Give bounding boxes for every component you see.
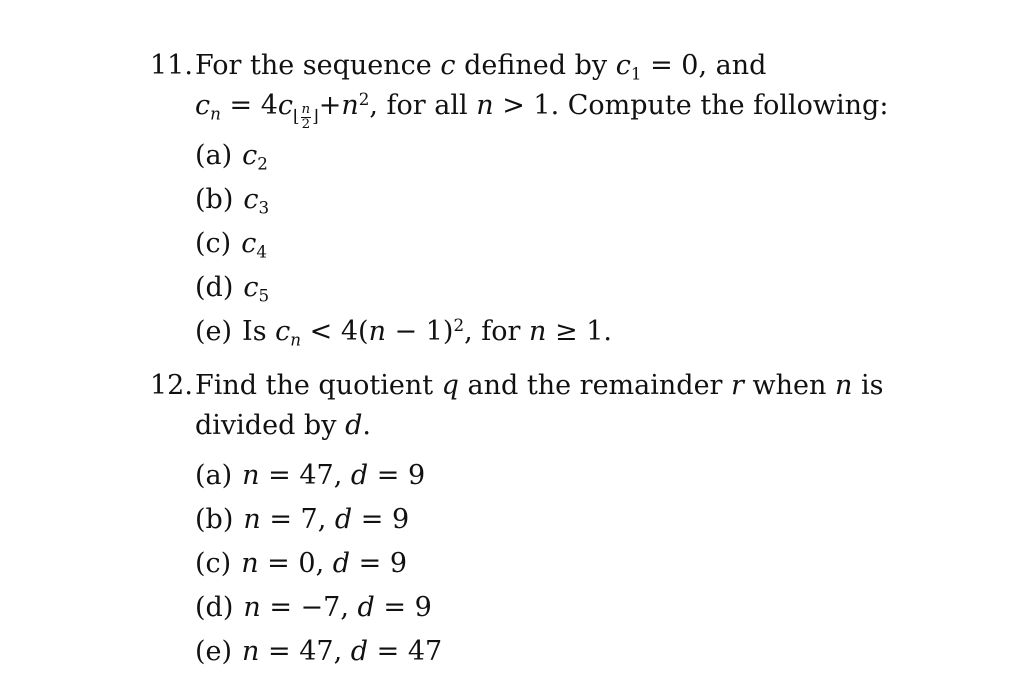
floor-bracket-right: ⌋	[312, 105, 319, 126]
math-subscript: 4	[256, 241, 267, 262]
math-var: d	[332, 548, 351, 579]
part-label: (c)	[195, 228, 232, 259]
fraction-numerator: n	[301, 102, 311, 118]
part-label: (a)	[195, 460, 233, 491]
part-label: (b)	[195, 184, 234, 215]
math-expression: =	[368, 636, 408, 667]
math-superscript: 2	[358, 88, 370, 109]
problem-12-line-1	[150, 366, 884, 406]
math-var: n	[243, 592, 261, 623]
math-var: d	[357, 592, 375, 623]
list-item	[195, 310, 870, 354]
math-value: 47	[299, 460, 334, 491]
math-var: n	[243, 504, 261, 535]
math-var: n	[341, 90, 359, 121]
problem-11	[150, 46, 889, 354]
list-item	[195, 454, 870, 498]
problem-text: .	[362, 410, 371, 441]
math-expression: =	[260, 504, 301, 535]
problem-number: 12.	[150, 370, 193, 401]
problem-text: , for	[464, 316, 530, 347]
problem-text: when	[743, 370, 836, 401]
list-item	[195, 630, 870, 674]
math-expression: ,	[340, 592, 358, 623]
math-var: n	[835, 370, 853, 401]
math-value: −7	[300, 592, 341, 623]
math-var: c	[243, 272, 259, 303]
math-value: 47	[407, 636, 443, 667]
math-value: 47	[299, 636, 334, 667]
math-expression: − 1)	[385, 316, 454, 347]
math-expression: =	[350, 548, 390, 579]
math-var: c	[242, 140, 258, 171]
math-var: n	[529, 316, 547, 347]
math-expression: =	[258, 548, 299, 579]
floor-bracket-left: ⌊	[293, 105, 300, 126]
list-item	[195, 586, 870, 630]
math-var: c	[195, 90, 211, 121]
math-var: n	[368, 316, 386, 347]
problem-text: Is	[242, 316, 276, 347]
math-var: d	[334, 504, 353, 535]
part-label: (d)	[195, 272, 234, 303]
math-expression: ,	[333, 636, 351, 667]
fraction	[301, 103, 312, 131]
math-expression: ,	[315, 548, 333, 579]
floor-subscript	[293, 103, 319, 131]
math-superscript: 2	[453, 314, 465, 335]
math-expression: =	[352, 504, 392, 535]
math-var: n	[241, 548, 259, 579]
math-var: c	[241, 228, 257, 259]
problem-number: 11.	[150, 50, 193, 81]
math-value: 7	[300, 504, 318, 535]
list-item	[195, 222, 870, 266]
part-label: (c)	[195, 548, 232, 579]
math-var: n	[476, 90, 494, 121]
part-label: (d)	[195, 592, 234, 623]
math-value: 9	[389, 548, 408, 579]
math-var: c	[275, 316, 291, 347]
list-item	[195, 178, 870, 222]
list-item	[195, 266, 870, 310]
math-subscript: n	[290, 329, 302, 350]
math-value: 0	[298, 548, 316, 579]
problem-text: defined by	[455, 50, 616, 81]
problem-11-parts	[150, 134, 870, 354]
part-label: (e)	[195, 316, 233, 347]
part-label: (a)	[195, 140, 233, 171]
math-expression: ,	[333, 460, 351, 491]
math-value: 9	[392, 504, 410, 535]
math-var: n	[242, 636, 260, 667]
problem-11-line-2	[150, 86, 889, 132]
problem-text: divided by	[195, 410, 346, 441]
math-var: d	[350, 460, 369, 491]
problem-text: , for all	[369, 90, 477, 121]
math-expression: ,	[317, 504, 335, 535]
math-var: q	[441, 370, 459, 401]
math-subscript: 2	[257, 153, 268, 174]
problem-text: Find the quotient	[195, 370, 442, 401]
math-expression: =	[259, 636, 300, 667]
math-expression: = 0, and	[641, 50, 767, 81]
part-label: (b)	[195, 504, 234, 535]
math-var: c	[243, 184, 259, 215]
math-value: 9	[407, 460, 426, 491]
math-var: d	[350, 636, 369, 667]
list-item	[195, 498, 870, 542]
part-label: (e)	[195, 636, 233, 667]
problem-12-parts	[150, 454, 870, 674]
problem-text: > 1. Compute the following:	[493, 90, 889, 121]
math-subscript: 1	[630, 63, 642, 84]
problem-12-line-2	[150, 406, 870, 446]
math-expression: =	[368, 460, 408, 491]
problem-text: is	[852, 370, 884, 401]
list-item	[195, 542, 870, 586]
math-var: d	[345, 410, 363, 441]
math-value: 9	[414, 592, 432, 623]
math-expression: =	[259, 460, 300, 491]
problem-text: For the sequence	[195, 50, 441, 81]
math-subscript: 5	[258, 285, 270, 306]
math-var: c	[440, 50, 456, 81]
math-var: c	[277, 90, 293, 121]
math-subscript: 3	[258, 197, 270, 218]
math-expression: =	[374, 592, 415, 623]
math-expression: +	[318, 90, 342, 121]
math-expression: = 4	[220, 90, 278, 121]
math-var: r	[731, 370, 744, 401]
math-expression: ≥ 1.	[546, 316, 612, 347]
fraction-denominator: 2	[301, 116, 311, 132]
list-item	[195, 134, 870, 178]
math-var: n	[242, 460, 260, 491]
problem-text: and the remainder	[458, 370, 732, 401]
math-expression: =	[260, 592, 301, 623]
problem-11-line-1	[150, 46, 870, 86]
math-expression: < 4(	[301, 316, 369, 347]
problem-12	[150, 366, 884, 674]
math-subscript: n	[210, 103, 221, 124]
math-var: c	[615, 50, 631, 81]
